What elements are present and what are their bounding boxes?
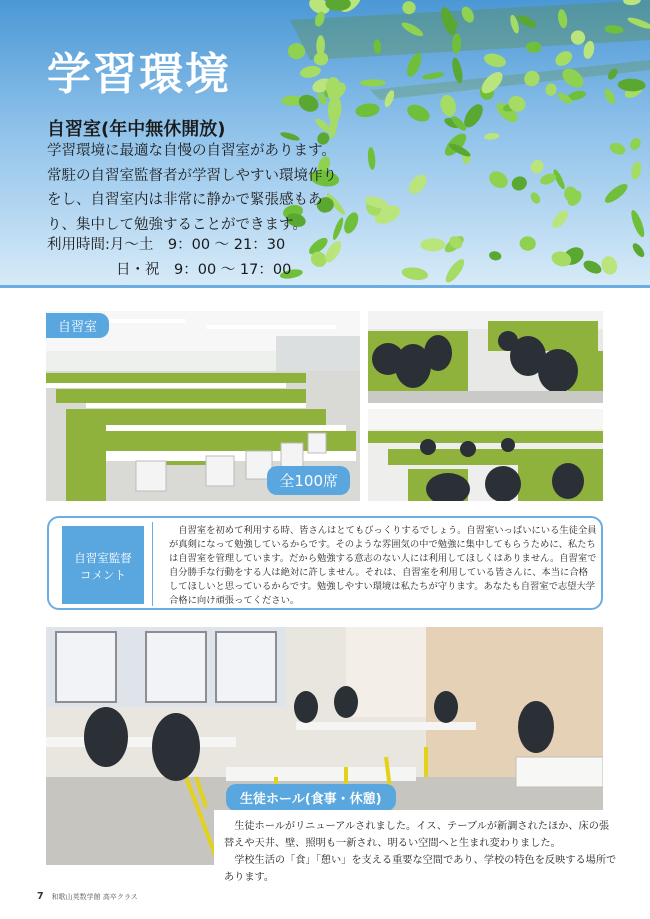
supervisor-comment-badge (62, 526, 144, 604)
header-banner (0, 0, 650, 288)
supervisor-comment-text: 自習室を初めて利用する時、皆さんはとてもびっくりするでしょう。自習室いっぱいにいる生徒全員が真剣になって勉強しているからです。そのような雰囲気の中で勉強に集中してもらうために、私たちは自習室を管理しています。だから勉強する意志のない人には利用してほしくはありません。自習室で自分勝手な行動をする人は絶対に許しません。それは、自習室を利用している皆さんに、本当に合格してほしいと思っているからです。勉強しやすい環境は私たちが守ります。あなたも自習室で志望大学合格に向け頑張ってください。 (169, 525, 597, 606)
comment-divider (152, 522, 153, 606)
school-name: 和歌山英数学館 高卒クラス (51, 893, 138, 901)
hall-text-1: 生徒ホールがリニューアルされました。イス、テーブルが新調されたほか、床の張替えや天井、壁、照明も一新され、明るい空間へと生まれ変わりました。 (224, 821, 610, 849)
hours-weekday-row (47, 233, 285, 254)
badge-line-1: 自習室監督 (74, 551, 132, 565)
study-room-photo-students-2 (368, 409, 603, 501)
hours-weekday: 月〜土 9：00 〜 21：30 (109, 237, 286, 253)
study-room-label: 自習室 (46, 313, 109, 338)
section-subtitle: 自習室(年中無休開放) (47, 119, 226, 140)
badge-line-2: コメント (80, 568, 126, 582)
study-room-photo-students-1 (368, 311, 603, 403)
hours-label: 利用時間: (47, 237, 110, 253)
header-divider (0, 285, 650, 288)
hall-text-2: 学校生活の「食」「憩い」を支える重要な空間であり、学校の特色を反映する場所であります。 (224, 855, 617, 883)
student-hall-description (214, 810, 625, 892)
seats-badge: 全100席 (267, 466, 350, 495)
study-room-photo-main (46, 311, 360, 501)
intro-text: 学習環境に最適な自慢の自習室があります。常駐の自習室監督者が学習しやすい環境作りをし、自習室内は非常に静かで緊張感もあり、集中して勉強することができます。 (47, 143, 337, 233)
hours-holiday: 日・祝 9：00 〜 17：00 (116, 262, 292, 278)
page-title: 学習環境 (47, 49, 231, 100)
page-number: 7 (37, 891, 44, 902)
supervisor-comment-box (47, 516, 603, 610)
student-hall-label: 生徒ホール(食事・休憩) (226, 784, 396, 811)
page-footer (37, 891, 138, 902)
